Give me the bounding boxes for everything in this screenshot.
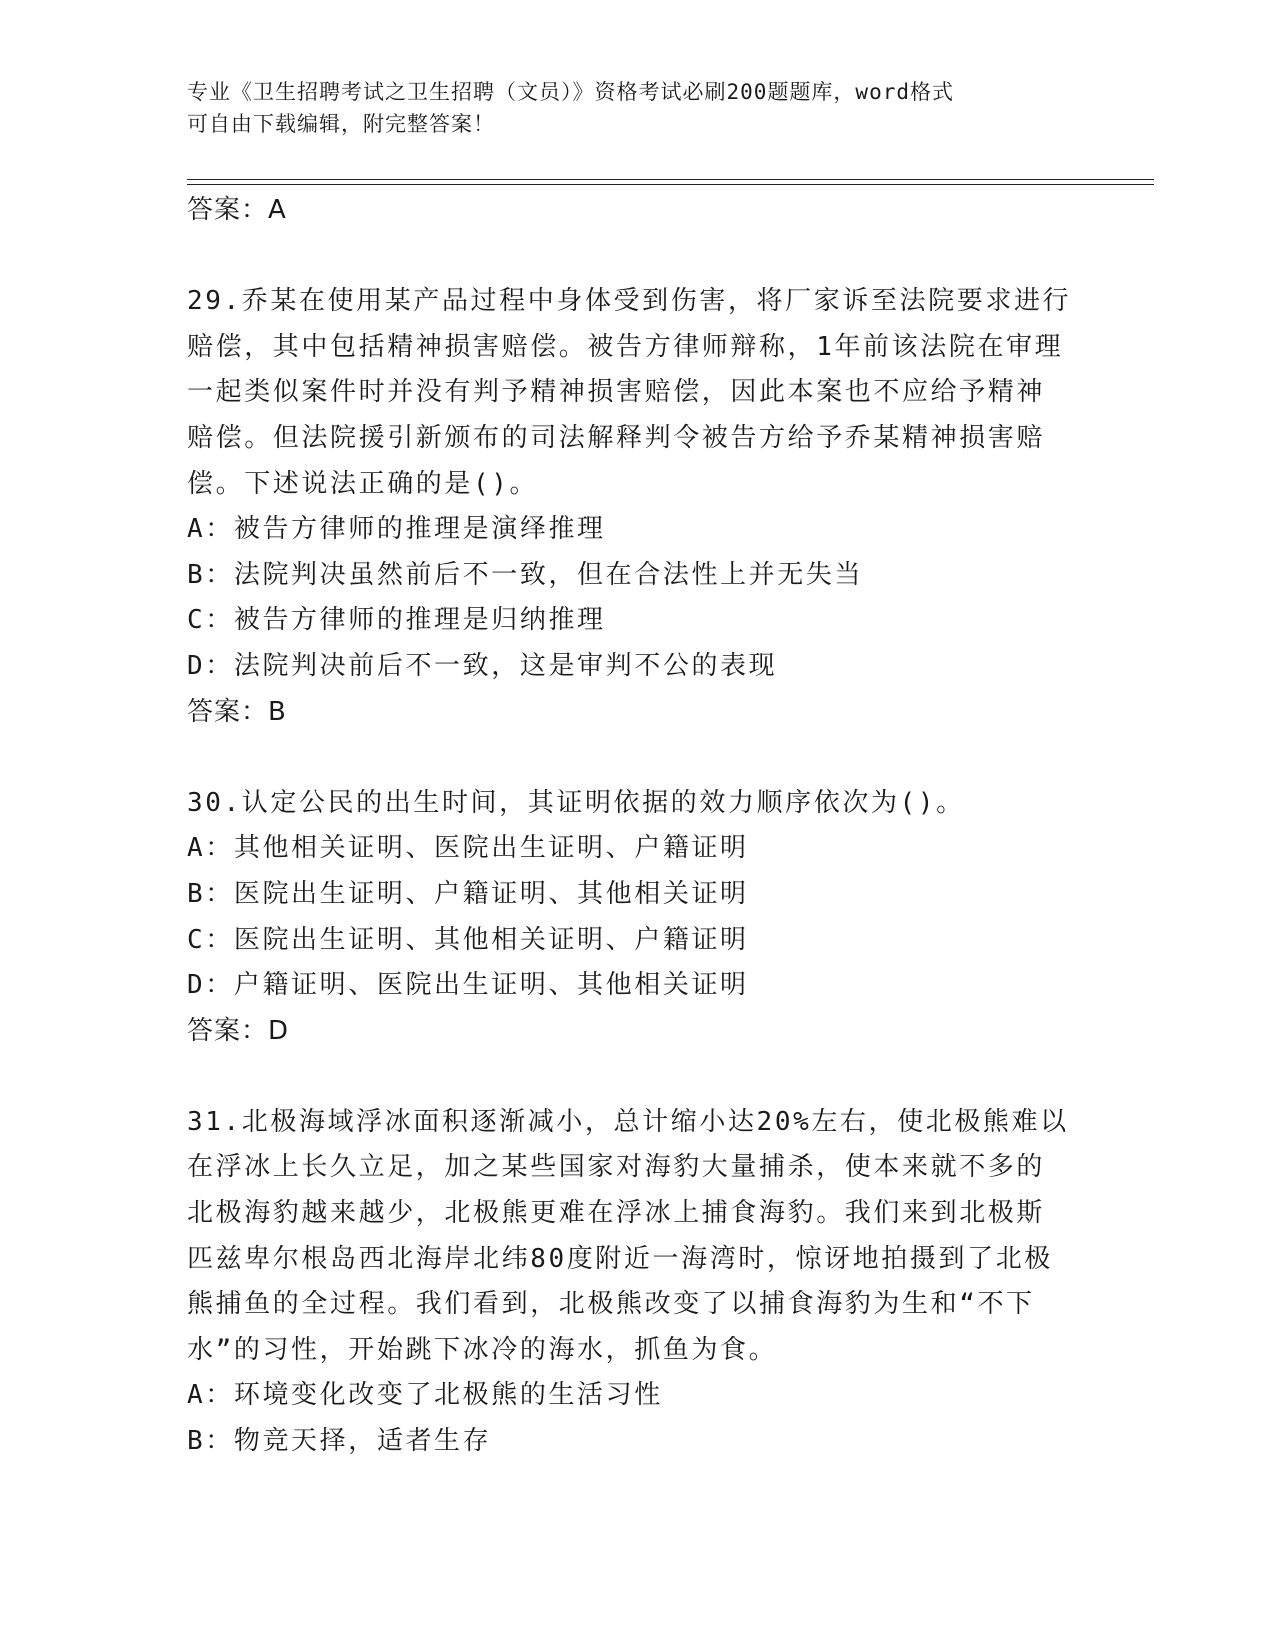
- header-divider-top: [187, 179, 1154, 180]
- question-31: [187, 1100, 1092, 1465]
- question-text-line: 赔偿。但法院援引新颁布的司法解释判令被告方给予乔某精神损害赔: [187, 422, 1046, 453]
- question-text-line: 一起类似案件时并没有判予精神损害赔偿，因此本案也不应给予精神: [187, 377, 1046, 408]
- option-b: B：法院判决虽然前后不一致，但在合法性上并无失当: [187, 559, 864, 590]
- option-d: D：户籍证明、医院出生证明、其他相关证明: [187, 970, 749, 1001]
- question-text-line: 偿。下述说法正确的是()。: [187, 468, 539, 499]
- answer: 答案：B: [187, 696, 287, 727]
- question-text-line: 水”的习性，开始跳下冰冷的海水，抓鱼为食。: [187, 1334, 778, 1365]
- header-line-1: 专业《卫生招聘考试之卫生招聘（文员）》资格考试必刷200题题库，word格式: [187, 80, 954, 104]
- header-line-2: 可自由下载编辑，附完整答案！: [187, 112, 495, 136]
- answer: 答案：D: [187, 1015, 290, 1046]
- header-divider-bottom: [187, 184, 1154, 185]
- option-c: C：被告方律师的推理是归纳推理: [187, 605, 606, 636]
- option-b: B：医院出生证明、户籍证明、其他相关证明: [187, 878, 749, 909]
- option-a: A：环境变化改变了北极熊的生活习性: [187, 1380, 663, 1411]
- question-text-line: 熊捕鱼的全过程。我们看到，北极熊改变了以捕食海豹为生和“不下: [187, 1289, 1035, 1320]
- page-content: [187, 188, 1092, 1465]
- question-text-line: 31.北极海域浮冰面积逐渐减小，总计缩小达20%左右，使北极熊难以: [187, 1106, 1069, 1137]
- option-b: B：物竞天择，适者生存: [187, 1426, 492, 1457]
- spacer: [187, 1054, 1092, 1100]
- document-header: [187, 76, 1087, 140]
- question-29: [187, 279, 1092, 735]
- question-text-line: 赔偿，其中包括精神损害赔偿。被告方律师辩称，1年前该法院在审理: [187, 331, 1064, 362]
- question-text-line: 匹兹卑尔根岛西北海岸北纬80度附近一海湾时，惊讶地拍摄到了北极: [187, 1243, 1053, 1274]
- option-a: A：其他相关证明、医院出生证明、户籍证明: [187, 833, 749, 864]
- question-text-line: 29.乔某在使用某产品过程中身体受到伤害，将厂家诉至法院要求进行: [187, 286, 1072, 317]
- option-a: A：被告方律师的推理是演绎推理: [187, 514, 606, 545]
- question-30: [187, 781, 1092, 1055]
- option-d: D：法院判决前后不一致，这是审判不公的表现: [187, 650, 778, 681]
- option-c: C：医院出生证明、其他相关证明、户籍证明: [187, 924, 749, 955]
- answer-previous: 答案：A: [187, 195, 287, 225]
- spacer: [187, 234, 1092, 280]
- question-text-line: 北极海豹越来越少，北极熊更难在浮冰上捕食海豹。我们来到北极斯: [187, 1198, 1046, 1229]
- spacer: [187, 735, 1092, 781]
- question-text-line: 30.认定公民的出生时间，其证明依据的效力顺序依次为()。: [187, 787, 965, 818]
- question-text-line: 在浮冰上长久立足，加之某些国家对海豹大量捕杀，使本来就不多的: [187, 1152, 1046, 1183]
